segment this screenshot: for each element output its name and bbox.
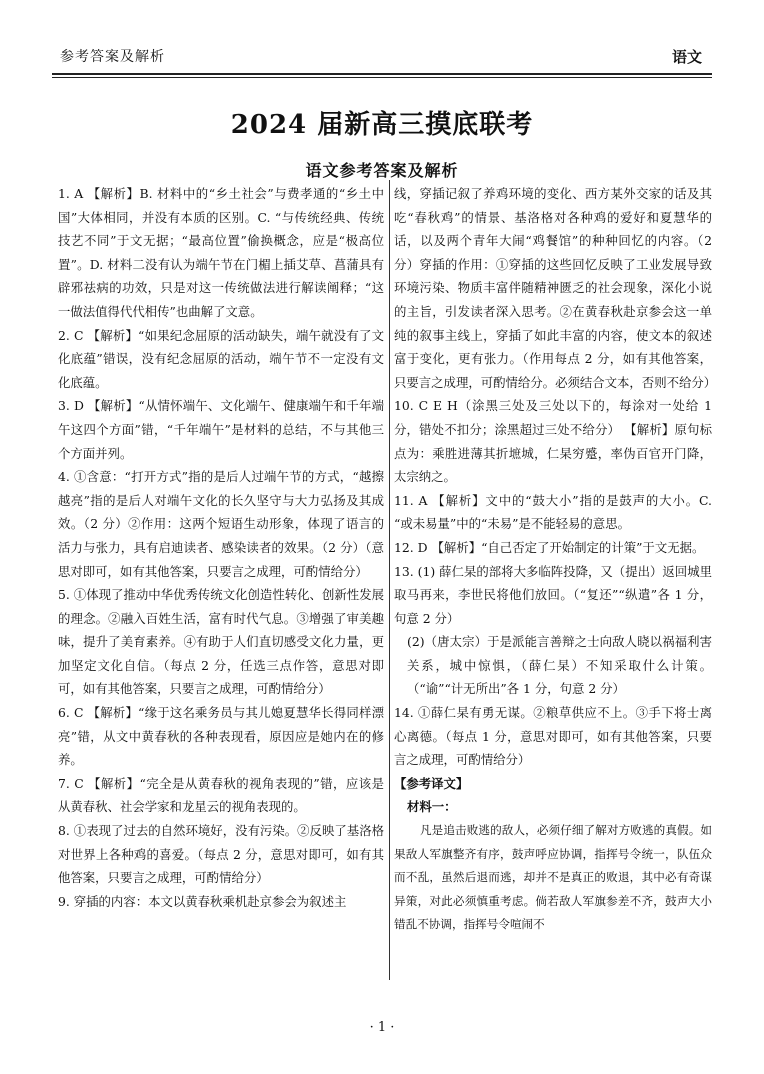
answer-item: 6. C 【解析】“缘于这名乘务员与其儿媳夏慧华长得同样漂亮”错，从文中黄春秋的各种表现看，原因应是她内在的修养。	[58, 705, 384, 768]
answer-item: 8. ①表现了过去的自然环境好，没有污染。②反映了基洛格对世界上各种鸡的喜爱。（每点 2 分，意思对即可，如有其他答案，只要言之成理，可酌情给分）	[58, 823, 384, 886]
answer-item: 7. C 【解析】“完全是从黄春秋的视角表现的”错，应该是从黄春秋、社会学家和龙星云的视角表现的。	[58, 775, 384, 815]
page-title: 2024 届新高三摸底联考	[230, 110, 534, 140]
answer-item: 2. C 【解析】“如果纪念屈原的活动缺失，端午就没有了文化底蕴”错误，没有纪念屈原的活动，端午节不一定没有文化底蕴。	[58, 327, 384, 390]
column-divider	[389, 180, 390, 980]
material-heading: 材料一：	[407, 799, 457, 815]
left-column	[58, 182, 384, 913]
answer-item: 线，穿插记叙了养鸡环境的变化、西方某外交家的话及其吃“春秋鸡”的情景、基洛格对各种鸡的爱好和夏慧华的话，以及两个青年大闹“鸡餐馆”的种种回忆的内容。（2 分）穿插的作用：①穿插的这些回忆反映了工业发展导致环境污染、物质丰富伴随精神匮乏的社会现象，深化小说的主旨，引发读者深入思考。②在黄春秋赴京参会这一单纯的叙事主线上，穿插了如此丰富的内容，使文本的叙述富于变化，更有张力。（作用每点 2 分，如有其他答案，只要言之成理，可酌情给分。必须结合文本，否则不给分）	[394, 186, 717, 390]
answer-item: 3. D 【解析】“从情怀端午、文化端午、健康端午和千年端午这四个方面”错，“千年端午”是材料的总结，不与其他三个方面并列。	[58, 398, 384, 461]
page-number: · 1 ·	[369, 1020, 395, 1035]
answer-item: 1. A 【解析】B. 材料中的“乡土社会”与费孝通的“乡土中国”大体相同，并没有本质的区别。C. “与传统经典、传统技艺不同”于文无据；“最高位置”偷换概念，应是“极高位置”。D. 材料二没有认为端午节在门楣上插艾草、菖蒲具有辟邪祛病的功效，只是对这一传统做法进行解读阐释；“这一做法值得代代相传”也曲解了文意。	[58, 186, 384, 319]
right-column	[394, 182, 717, 937]
answer-item: 11. A 【解析】文中的“鼓大小”指的是鼓声的大小。C. “或未易量”中的“未易”是不能轻易的意思。	[394, 492, 712, 532]
page-subtitle: 语文参考答案及解析	[305, 161, 459, 180]
answer-item: 10. C E H（涂黑三处及三处以下的，每涂对一处给 1 分，错处不扣分；涂黑超过三处不给分） 【解析】原句标点为：乘胜进薄其折墌城，仁杲穷蹙，率伪百官开门降，太宗纳之。	[394, 398, 712, 485]
translation-heading: 【参考译文】	[394, 775, 469, 791]
header-left-label: 参考答案及解析	[60, 49, 165, 65]
answer-item: 4. ①含意：“打开方式”指的是后人过端午节的方式，“越擦越亮”指的是后人对端午文化的长久坚守与大力弘扬及其成效。（2 分）②作用：这两个短语生动形象，体现了语言的活力与张力，具有启迪读者、感染读者的效果。（2 分）（意思对即可，如有其他答案，只要言之成理，可酌情给分）	[58, 469, 384, 579]
answer-item: 9. 穿插的内容：本文以黄春秋乘机赴京参会为叙述主	[58, 893, 347, 909]
answer-item: 14. ①薛仁杲有勇无谋。②粮草供应不上。③手下将士离心离德。（每点 1 分，意思对即可，如有其他答案，只要言之成理，可酌情给分）	[394, 705, 712, 768]
header-rule-thin	[52, 77, 712, 78]
translation-body: 凡是追击败逃的敌人，必须仔细了解对方败逃的真假。如果敌人军旗整齐有序，鼓声呼应协调，指挥号令统一，队伍众而不乱，虽然后退而逃，却并不是真正的败退，其中必有奇谋异策，对此必须慎重考虑。倘若敌人军旗参差不齐，鼓声大小错乱不协调，指挥号令喧闹不	[394, 823, 712, 932]
answer-item: (2)（唐太宗）于是派能言善辩之士向敌人晓以祸福利害关系，城中惊惧，（薛仁杲）不知采取什么计策。（“谕”“计无所出”各 1 分，句意 2 分）	[407, 634, 712, 697]
answer-item: 13. (1) 薛仁杲的部将大多临阵投降，又（提出）返回城里取马再来，李世民将他们放回。（“复还”“纵遣”各 1 分，句意 2 分）	[394, 563, 712, 626]
header-subject-label: 语文	[671, 48, 702, 66]
answer-item: 12. D 【解析】“自己否定了开始制定的计策”于文无据。	[394, 539, 705, 555]
header-rule	[52, 73, 712, 75]
answer-item: 5. ①体现了推动中华优秀传统文化创造性转化、创新性发展的理念。②融入百姓生活，富有时代气息。③增强了审美趣味，提升了美育素养。④有助于人们直切感受文化力量，更加坚定文化自信。（每点 2 分，任选三点作答，意思对即可，如有其他答案，只要言之成理，可酌情给分）	[58, 587, 384, 697]
